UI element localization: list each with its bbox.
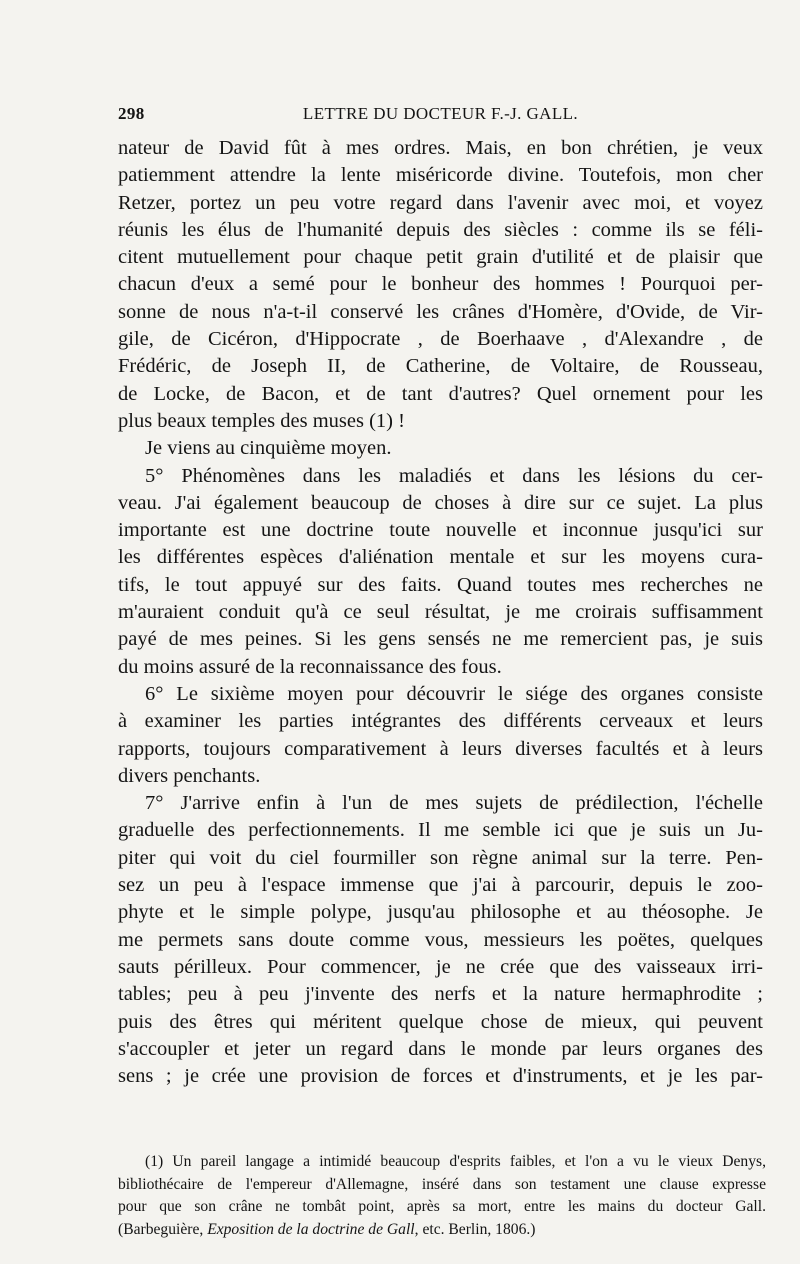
text-line: sez un peu à l'espace immense que j'ai à parcourir, depuis le zoo- [118,874,763,897]
footnote-line: bibliothécaire de l'empereur d'Allemagne, inséré dans son testament une clause expresse [118,1175,766,1193]
text-line: tables; peu à peu j'invente des nerfs et la nature hermaphrodite ; [118,983,763,1006]
text-line: rapports, toujours comparativement à leurs diverses facultés et à leurs [118,737,763,760]
text-line: Je viens au cinquième moyen. [145,437,392,460]
text-line: puis des êtres qui méritent quelque chose de mieux, qui peuvent [118,1010,763,1033]
text-line: nateur de David fût à mes ordres. Mais, en bon chrétien, je veux [118,137,763,159]
page-number: 298 [118,104,145,123]
footnote-line: (1) Un pareil langage a intimidé beaucoup d'esprits faibles, et l'on a vu le vieux Denys, [145,1153,766,1170]
main-text [118,135,763,1090]
text-line: chacun d'eux a semé pour le bonheur des hommes ! Pourquoi per- [118,273,763,296]
text-line: graduelle des perfectionnements. Il me semble ici que je suis un Ju- [118,819,763,842]
footnote-citation-suffix: , etc. Berlin, 1806.) [414,1220,536,1238]
text-line: 7° J'arrive enfin à l'un de mes sujets de prédilection, l'échelle [145,792,763,815]
footnote-line: pour que son crâne ne tombât point, après sa mort, entre les mains du docteur Gall. [118,1198,766,1215]
text-line: réunis les élus de l'humanité depuis des siècles : comme ils se féli- [118,218,763,241]
footnote-citation-prefix: (Barbeguière, [118,1220,208,1238]
footnote-line [118,1219,766,1242]
running-title: LETTRE DU DOCTEUR F.-J. GALL. [302,104,579,123]
text-line: sonne de nous n'a-t-il conservé les crânes d'Homère, d'Ovide, de Vir- [118,300,763,323]
text-line: phyte et le simple polype, jusqu'au philosophe et au théosophe. Je [118,901,763,924]
text-line: 6° Le sixième moyen pour découvrir le siége des organes consiste [145,682,763,705]
text-line: gile, de Cicéron, d'Hippocrate , de Boerhaave , d'Alexandre , de [118,328,763,351]
text-line: du moins assuré de la reconnaissance des fous. [118,655,502,678]
text-line: plus beaux temples des muses (1) ! [118,409,405,432]
text-line: divers penchants. [118,764,261,787]
text-line: payé de mes peines. Si les gens sensés ne me remercient pas, je suis [118,628,763,651]
text-line: sauts périlleux. Pour commencer, je ne crée que des vaisseaux irri- [118,955,763,978]
text-line: importante est une doctrine toute nouvelle et inconnue jusqu'ici sur [118,519,763,542]
text-line: m'auraient conduit qu'à ce seul résultat, je me croirais suffisamment [118,601,763,624]
text-line: piter qui voit du ciel fourmiller son règne animal sur la terre. Pen- [118,846,763,869]
text-line: sens ; je crée une provision de forces et d'instruments, et je les par- [118,1065,763,1088]
text-line: à examiner les parties intégrantes des différents cerveaux et leurs [118,710,763,733]
text-line: veau. J'ai également beaucoup de choses à dire sur ce sujet. La plus [118,491,763,514]
text-line: Frédéric, de Joseph II, de Catherine, de Voltaire, de Rousseau, [118,355,763,378]
text-line: tifs, le tout appuyé sur des faits. Quand toutes mes recherches ne [118,573,763,596]
text-line: les différentes espèces d'aliénation mentale et sur les moyens cura- [118,546,763,569]
text-line: s'accoupler et jeter un regard dans le monde par leurs organes des [118,1037,763,1060]
text-line: 5° Phénomènes dans les maladiés et dans les lésions du cer- [145,464,763,487]
page-header [118,104,763,128]
text-line: citent mutuellement pour chaque petit grain d'utilité et de plaisir que [118,246,763,269]
text-line: me permets sans doute comme vous, messieurs les poëtes, quelques [118,928,763,951]
footnote-book-title: Exposition de la doctrine de Gall [207,1220,415,1238]
text-line: patiemment attendre la lente miséricorde divine. Toutefois, mon cher [118,164,763,187]
text-line: de Locke, de Bacon, et de tant d'autres? Quel ornement pour les [118,382,763,405]
text-line: Retzer, portez un peu votre regard dans l'avenir avec moi, et voyez [118,191,763,214]
footnote [118,1151,766,1241]
